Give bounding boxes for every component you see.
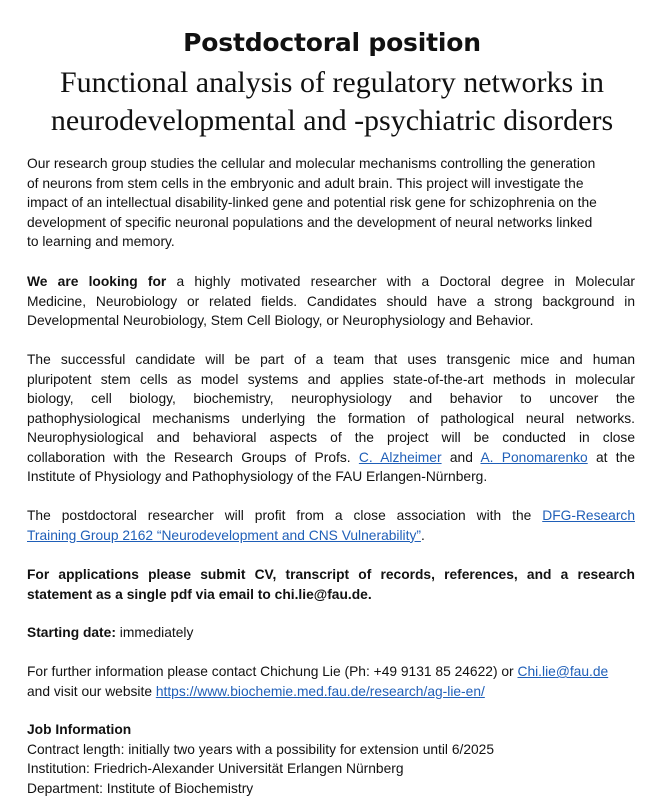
looking-for-lead: We are looking for [27, 274, 167, 289]
team-line-6 [27, 448, 635, 468]
contact-line-1 [27, 662, 635, 682]
applications-line-2: statement as a single pdf via email to chi.lie@fau.de. [27, 586, 372, 602]
team-line-1: The successful candidate will be part of a team that uses transgenic mice and human [27, 352, 635, 367]
training-line-1 [27, 506, 635, 526]
requirements-line-3: Developmental Neurobiology, Stem Cell Biology, or Neurophysiology and Behavior. [27, 313, 534, 328]
intro-line-1: Our research group studies the cellular and molecular mechanisms controlling the generation [27, 156, 596, 171]
team-line-2: pluripotent stem cells as model systems and applies state-of-the-art methods in molecular [27, 371, 635, 387]
team-line-6-text-c: at the [587, 449, 635, 465]
department: Department: Institute of Biochemistry [27, 780, 254, 796]
applications-line-1: For applications please submit CV, transcript of records, references, and a research [27, 567, 635, 582]
training-line-2 [27, 526, 635, 546]
contact-line-2 [27, 682, 635, 702]
dfg-training-group-link-part-1[interactable]: DFG-Research [542, 508, 635, 523]
team-paragraph [27, 350, 635, 487]
contact-line-2-text: and visit our website [27, 683, 156, 699]
website-link[interactable]: https://www.biochemie.med.fau.de/research/ag-lie-en/ [155, 683, 485, 699]
contract-length: Contract length: initially two years with a possibility for extension until 6/2025 [27, 741, 495, 757]
contact-line-1-text: For further information please contact Chichung Lie (Ph: +49 9131 85 24622) or [27, 664, 518, 679]
alzheimer-link[interactable]: C. Alzheimer [358, 449, 442, 465]
intro-line-3: impact of an intellectual disability-linked gene and potential risk gene for schizophrenia on the [27, 195, 597, 210]
training-group-paragraph [27, 506, 635, 545]
team-line-4: pathophysiological mechanisms underlying the formation of pathological neural networks. [27, 410, 635, 426]
ponomarenko-link[interactable]: A. Ponomarenko [480, 449, 588, 465]
project-title [12, 64, 652, 140]
requirements-line-2: Medicine, Neurobiology or related fields. Candidates should have a strong background in [27, 293, 635, 309]
starting-date [27, 623, 635, 643]
starting-date-label: Starting date: [27, 625, 116, 640]
requirements-paragraph [27, 272, 635, 331]
contact-paragraph [27, 662, 635, 701]
intro-line-5: to learning and memory. [27, 234, 175, 249]
intro-line-4: development of specific neuronal populations and the development of neural networks linked [27, 214, 593, 230]
project-title-line-2: neurodevelopmental and -psychiatric disorders [50, 104, 614, 137]
applications-paragraph [27, 565, 635, 604]
intro-line-2: of neurons from stem cells in the embryonic and adult brain. This project will investigate the [27, 175, 584, 191]
requirements-line-1-text: a highly motivated researcher with a Doctoral degree in Molecular [166, 274, 635, 289]
training-line-1-text: The postdoctoral researcher will profit from a close association with the [27, 508, 543, 523]
starting-date-value: immediately [115, 625, 194, 640]
team-line-5: Neurophysiological and behavioral aspects of the project will be conducted in close [27, 430, 635, 445]
page-title: Postdoctoral position [183, 28, 481, 57]
dfg-training-group-link-part-2[interactable]: Training Group 2162 “Neurodevelopment and CNS Vulnerability” [27, 527, 421, 543]
training-line-2-end: . [420, 527, 425, 543]
contact-email-link[interactable]: Chi.lie@fau.de [517, 664, 609, 679]
project-title-line-1: Functional analysis of regulatory networks in [59, 66, 605, 99]
job-information [27, 720, 635, 798]
team-line-6-text-b: and [441, 449, 481, 465]
job-information-title: Job Information [27, 722, 132, 737]
intro-paragraph [27, 154, 635, 252]
requirements-line-1 [27, 272, 635, 292]
starting-date-line [27, 623, 635, 643]
institution: Institution: Friedrich-Alexander Universität Erlangen Nürnberg [27, 761, 404, 776]
team-line-6-text-a: collaboration with the Research Groups of Profs. [27, 449, 359, 465]
team-line-3: biology, cell biology, biochemistry, neurophysiology and behavior to uncover the [27, 391, 635, 406]
team-line-7: Institute of Physiology and Pathophysiology of the FAU Erlangen-Nürnberg. [27, 469, 488, 484]
